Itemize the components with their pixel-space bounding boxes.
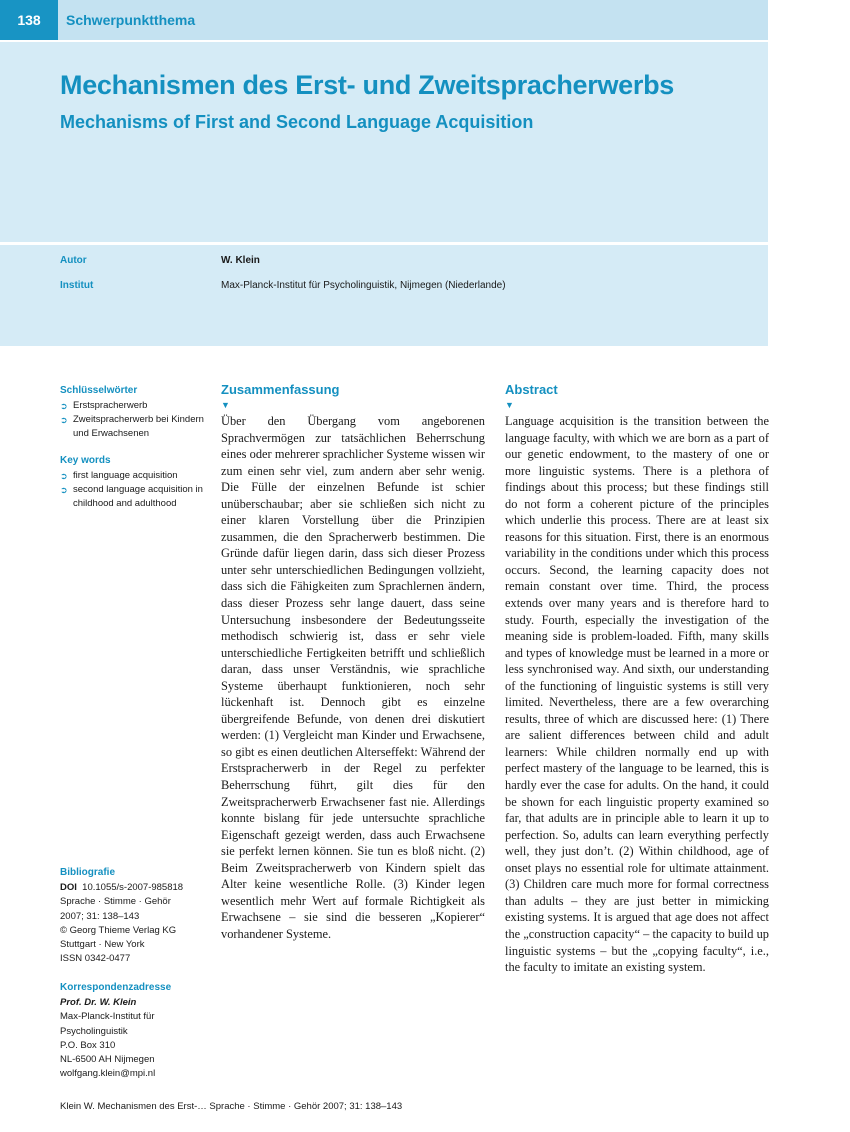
- issn: ISSN 0342-0477: [60, 953, 131, 965]
- triangle-down-icon: ▼: [221, 400, 230, 410]
- keyword-item: ➲ Erstspracherwerb: [60, 400, 148, 411]
- abstract-text: Language acquisition is the transition between the language faculty, with which we are born as a part of our genetic endowment, to the mastery of one or more linguistic systems. There is a plethora of findings about this process; but these findings still do not form a coherent picture of the principles which underlie this process. There are at least six reasons for this situation. First, there is an enormous variability in the conditions under which this process occurs. Second, the learning capacity does not remain constant over time. Third, the process extends over many years and is therefore hard to study. Fourth, especially the investigation of the meaning side is problem-loaded. Fifth, many skills and types of knowledge must be learned in a more or less synchronised way. And sixth, our understanding of the functioning of linguistic systems is still very limited. Nevertheless, there are a few overarching results, three of which are discussed here: (1) There are salient differences between child and adult learners: While children normally end up with perfect mastery of the language to be learned, this is hardly ever the case for adults. On the hand, it could be shown for each linguistic property examined so far, that adults are in principle able to learn it up to perfection. So, adults can learn everything perfectly well, they just don’t. (2) Within childhood, age of onset plays no essential role for ultimate attainment. (3) Children care much more for formal correctness than adults – they are just better in mimicking existing systems. It is argued that age does not affect the „construction capacity“ – the capacity to build up linguistic systems – but the „copying faculty“, i.e., the faculty to imitate an existing system.: [505, 414, 769, 975]
- institute-label: Institut: [60, 280, 94, 291]
- address-line: NL-6500 AH Nijmegen: [60, 1054, 155, 1066]
- bullet-icon: ➲: [60, 471, 68, 481]
- bullet-icon: ➲: [60, 415, 68, 425]
- zusammenfassung-text: Über den Übergang vom angeborenen Sprachvermögen zur tatsächlichen Beherrschung eines oder mehrerer sprachlicher Systeme wissen wir zum einen sehr viel, zum andern aber sehr wenig. Die Fülle der einzelnen Befunde ist schier unüberschaubar; aber sie schließen sich nicht zu einer klaren Vorstellung über die Prinzipien zusammen, die den Spracherwerb bestimmen. Die Gründe dafür liegen darin, dass sich dieser Prozess unter sehr unterschiedlichen Bedingungen vollzieht, dass sich die Fähigkeiten zum Sprachlernen ändern, dass dieser Prozess sehr lange dauert, dass seine Untersuchung insbesondere der Bedeutungsseite methodisch schwierig ist, dass er sehr viele unterschiedliche Fertigkeiten betrifft und schließlich daran, dass unser Verständnis, wie sprachliche Systeme überhaupt funktionieren, noch sehr lückenhaft ist. Dennoch gibt es einzelne übergreifende Befunde, von denen drei diskutiert werden: (1) Vergleicht man Kinder und Erwachsene, so gibt es einen deutlichen Alterseffekt: Während der Erstspracherwerb in der Regel zu perfekter Beherrschung führt, gilt dies für den Zweitspracherwerb Erwachsener fast nie. Allerdings konnte bislang für jede untersuchte sprachliche Eigenschaft gezeigt werden, dass auch Erwachsene sie perfekt lernen können. Sie tun es bloß nicht. (2) Beim Zweitspracherwerb von Kindern spielt das Alter keine wesentliche Rolle. (3) Kinder legen wesentlich mehr Wert auf formale Richtigkeit als Erwachsene – sie sind die besseren „Kopierer“ vorhandener Systeme.: [221, 414, 485, 941]
- bullet-icon: ➲: [60, 485, 68, 495]
- article-title: Mechanismen des Erst- und Zweitspracherwerbs: [60, 70, 674, 100]
- abstract-column: [505, 382, 769, 976]
- page-footer: Klein W. Mechanismen des Erst-… Sprache · Stimme · Gehör 2007; 31: 138–143: [60, 1101, 403, 1112]
- institute-name: Max-Planck-Institut für Psycholinguistik, Nijmegen (Niederlande): [221, 280, 506, 291]
- zusammenfassung-column: [221, 382, 485, 943]
- doi-line: DOI 10.1055/s-2007-985818: [60, 882, 184, 894]
- doi-link[interactable]: 10.1055/s-2007-985818: [82, 882, 184, 894]
- keyword-item: ➲ Zweitspracherwerb bei Kindern und Erwachsenen: [60, 414, 204, 439]
- copyright: © Georg Thieme Verlag KG: [60, 924, 177, 936]
- publisher-place: Stuttgart · New York: [60, 939, 145, 951]
- correspondence-heading: Korrespondenzadresse: [60, 982, 172, 993]
- triangle-down-icon: ▼: [505, 400, 514, 410]
- keyword-item: ➲ second language acquisition in childhood and adulthood: [60, 484, 203, 509]
- keywords-en-heading: Key words: [60, 455, 111, 466]
- author-name: W. Klein: [221, 255, 260, 266]
- article-subtitle: Mechanisms of First and Second Language Acquisition: [60, 112, 534, 132]
- address-line: Psycholinguistik: [60, 1025, 128, 1037]
- correspondence-name: Prof. Dr. W. Klein: [60, 997, 137, 1009]
- section-label: Schwerpunktthema: [66, 12, 196, 28]
- keywords-de-heading: Schlüsselwörter: [60, 385, 138, 396]
- bibliography-heading: Bibliografie: [60, 867, 116, 878]
- bibliography: [60, 866, 210, 966]
- email-link[interactable]: wolfgang.klein@mpi.nl: [60, 1068, 156, 1080]
- keywords-en-list: [60, 469, 210, 511]
- author-label: Autor: [60, 255, 87, 266]
- keyword-item: ➲ first language acquisition: [60, 470, 178, 481]
- zusammenfassung-heading: Zusammenfassung: [221, 382, 340, 397]
- correspondence: [60, 981, 210, 1081]
- citation: 2007; 31: 138–143: [60, 910, 140, 922]
- address-line: P.O. Box 310: [60, 1039, 116, 1051]
- author-block: [0, 245, 768, 346]
- keywords-de-list: [60, 399, 210, 441]
- address-line: Max-Planck-Institut für: [60, 1011, 155, 1023]
- journal: Sprache · Stimme · Gehör: [60, 896, 171, 908]
- bullet-icon: ➲: [60, 401, 68, 411]
- keywords-sidebar: [60, 384, 210, 524]
- page-number: 138: [0, 0, 58, 40]
- abstract-heading: Abstract: [505, 382, 558, 397]
